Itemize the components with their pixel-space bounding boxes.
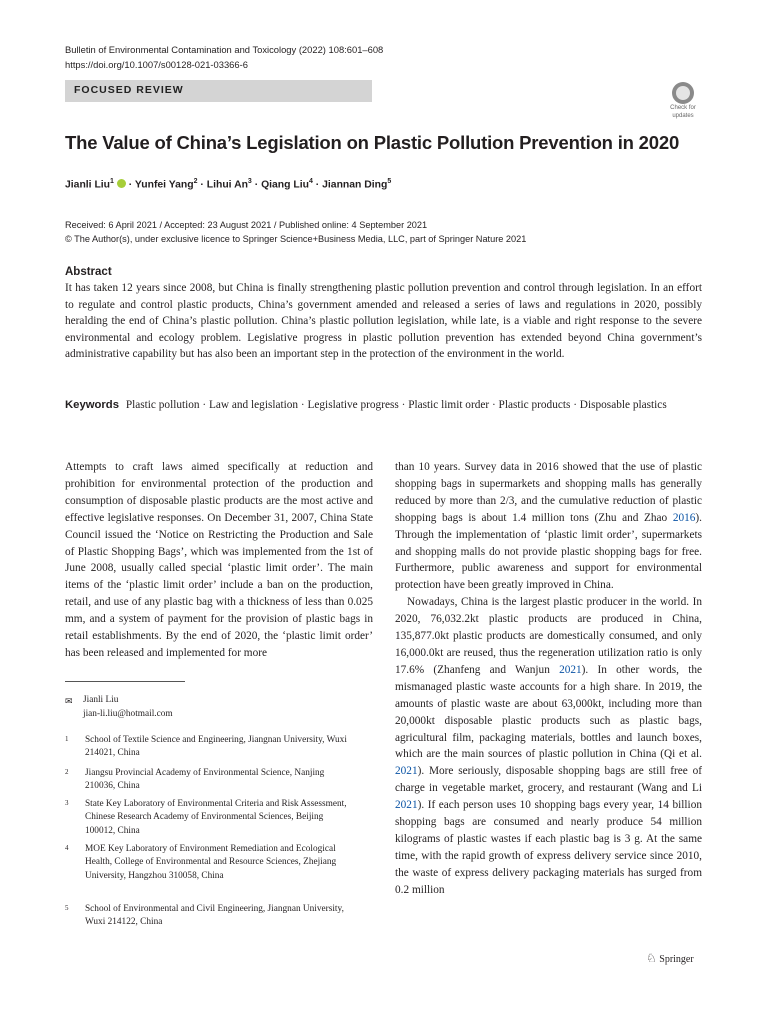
- citation-link[interactable]: 2021: [559, 663, 582, 676]
- publication-dates: Received: 6 April 2021 / Accepted: 23 August 2021 / Published online: 4 September 2021: [65, 220, 428, 230]
- body-paragraph: [395, 594, 702, 898]
- doi-link[interactable]: https://doi.org/10.1007/s00128-021-03366-6: [65, 59, 248, 70]
- affiliation-text: School of Textile Science and Engineering, Jiangnan University, Wuxi 214021, China: [85, 735, 347, 759]
- author-name[interactable]: Yunfei Yang: [134, 179, 194, 191]
- abstract-text: It has taken 12 years since 2008, but China is finally strengthening plastic pollution prevention and control through legislation. In an effort to regulate and control plastic products, China’s government amended and released a series of laws and regulations in 2020, possibly heralding the end of China’s plastic pollution. China’s plastic pollution legislation, while late, is a viable and right response to the severe environmental and ecology problem. Legislative progress in plastic pollution prevention has extended beyond China government’s administrative capability but has also been an important step in the protection of the environment in the world.: [65, 282, 702, 360]
- body-paragraph: Attempts to craft laws aimed specifically at reduction and prohibition for environmental protection of the production and consumption of disposable plastic products are the most active and effective legislative responses. On December 31, 2007, China State Council issued the ‘Notice on Restricting the Production and Sale of Plastic Shopping Bags’, which was implemented from the 1st of June 2008, usually called special ‘plastic limit order’. The main items of the ‘plastic limit order’ include a ban on the production, retail, and use of any plastic bag with a thickness of less than 0.025 mm, and a system of payment for the provision of plastic bags in retail establishments. By the end of 2020, the ‘plastic limit order’ has been released and implemented for more: [65, 461, 373, 659]
- affiliation-text: Jiangsu Provincial Academy of Environmental Science, Nanjing 210036, China: [85, 768, 325, 792]
- author-name[interactable]: Qiang Liu: [261, 179, 309, 191]
- author-affiliation-ref: 1: [110, 178, 114, 185]
- orcid-icon[interactable]: [117, 179, 126, 188]
- article-history: [65, 218, 526, 246]
- article-title: The Value of China’s Legislation on Plastic Pollution Prevention in 2020: [65, 132, 680, 153]
- text-run: than 10 years. Survey data in 2016 showed that the use of plastic shopping bags in supermarkets and shopping malls has generally reduced by more than 2/3, and the cumulative reduction of plastic shopping bags is about 1.4 million tons (Zhu and Zhao: [395, 461, 702, 524]
- affiliation-text: MOE Key Laboratory of Environment Remediation and Ecological Health, College of Environmental and Resource Sciences, Zhejiang University, Hangzhou 310058, China: [85, 844, 337, 881]
- text-run: ). If each person uses 10 shopping bags every year, 14 billion shopping bags are consumed and nearly produce 54 million kilograms of plastic wastes if each plastic bag is 3 g. At the same time, with the rapid growth of express delivery service since 2010, the waste of express delivery packaging materials has surged from 0.2 million: [395, 799, 702, 896]
- footnote-divider: [65, 681, 185, 682]
- check-updates-icon: [672, 82, 694, 104]
- author-name[interactable]: Lihui An: [206, 179, 248, 191]
- affiliation-number: 2: [65, 768, 69, 776]
- citation-link[interactable]: 2016: [672, 511, 696, 524]
- envelope-icon: ✉: [65, 696, 73, 706]
- text-run: ). Through the implementation of ‘plastic limit order’, supermarkets and shopping malls do not provide plastic shopping bags for free. Furthermore, public awareness and support for environmental protection have been greatly improved in China.: [395, 511, 702, 592]
- affiliation-number: 3: [65, 799, 69, 807]
- check-updates-text-2: updates: [672, 113, 694, 119]
- springer-horse-icon: ♘: [646, 951, 657, 965]
- affiliation-text: State Key Laboratory of Environmental Criteria and Risk Assessment, Chinese Research Academy of Environmental Sciences, Beijing 100012, China: [85, 799, 347, 836]
- author-affiliation-ref: 5: [387, 178, 392, 185]
- author-name[interactable]: Jianli Liu: [65, 179, 111, 191]
- citation-link[interactable]: 2021: [395, 765, 418, 778]
- section-banner: [65, 80, 372, 102]
- affiliation-text: School of Environmental and Civil Engineering, Jiangnan University, Wuxi 214122, China: [85, 904, 344, 928]
- author-name[interactable]: Jiannan Ding: [322, 179, 388, 191]
- text-run: ). More seriously, disposable shopping bags are still free of charge in vegetable market, grocery, and restaurant (Wang and Li: [395, 765, 702, 795]
- publisher-name: Springer: [659, 954, 694, 965]
- corresponding-author-name: Jianli Liu: [83, 695, 119, 705]
- author-affiliation-ref: 4: [308, 178, 313, 185]
- author-affiliation-ref: 2: [193, 178, 198, 185]
- keywords-list: Plastic pollution · Law and legislation · Legislative progress · Plastic limit order · Plastic products · Disposable plastics: [125, 399, 667, 411]
- body-column-right: [395, 459, 702, 899]
- corresponding-author-email[interactable]: jian-li.liu@hotmail.com: [83, 709, 173, 719]
- text-run: Nowadays, China is the largest plastic producer in the world. In 2020, 76,032.2kt plastic products are produced in China, 135,877.0kt plastic products are domestically consumed, and only 16,000.0kt are reused, thus the regeneration utilization ratio is only 17.6% (Zhanfeng and Wanjun: [395, 596, 702, 676]
- author-affiliation-ref: 3: [247, 178, 252, 185]
- body-column-left: [65, 459, 373, 662]
- keywords-heading: Keywords: [65, 399, 119, 411]
- abstract-heading: Abstract: [65, 266, 112, 278]
- journal-header: [65, 42, 383, 72]
- check-updates-text-1: Check for: [670, 105, 696, 111]
- section-banner-label: FOCUSED REVIEW: [74, 84, 184, 96]
- author-list: Jianli Liu$^1$ · Yunfei Yang$^2$ · Lihui $An^3$ · Qiang Liu$^4$ · Jiannan Ding$^5$: [65, 178, 392, 191]
- copyright-notice: © The Author(s), under exclusive licence to Springer Science+Business Media, LLC, part of Springer Nature 2021: [65, 234, 527, 244]
- citation-link[interactable]: 2021: [395, 799, 418, 812]
- text-run: ). In other words, the mismanaged plastic waste accounts for a high share. In 2019, the amounts of plastic waste are about 63,000kt, including more than 20,000kt disposable plastic products such as plastic bags, agricultural film, packaging materials, bottles and launch boxes, which are the main sources of plastic pollution in China (Qi et al.: [395, 663, 702, 761]
- affiliation-number: 1: [65, 735, 69, 743]
- journal-citation: Bulletin of Environmental Contamination and Toxicology (2022) 108:601–608: [65, 44, 384, 55]
- publisher-logo: [646, 951, 694, 966]
- keywords: [65, 397, 702, 414]
- affiliation-number: 4: [65, 844, 69, 852]
- check-for-updates-badge[interactable]: [664, 82, 702, 124]
- body-paragraph: [395, 459, 702, 594]
- affiliation-number: 5: [65, 904, 69, 912]
